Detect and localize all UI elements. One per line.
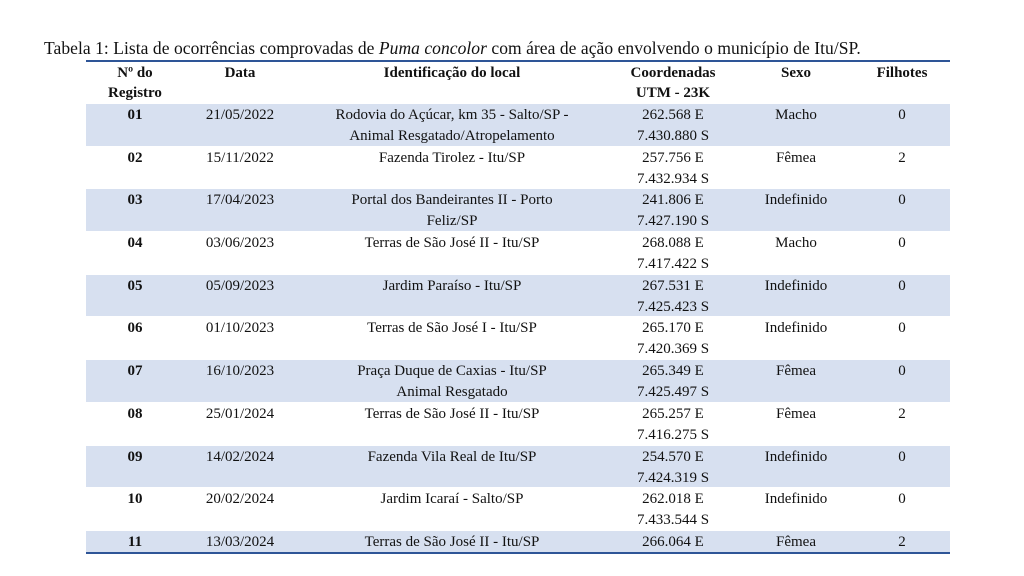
cell-filhotes [854,275,950,317]
cell-registro-line1: 11 [127,533,143,550]
table-header-row [86,62,950,104]
cell-data [184,360,296,402]
cell-local-line1: Jardim Icaraí - Salto/SP [380,491,524,508]
caption-prefix: Tabela 1: Lista de ocorrências comprovadas de [44,38,379,58]
table-row [86,189,950,231]
cell-sexo [738,317,854,359]
cell-local-line1: Rodovia do Açúcar, km 35 - Salto/SP - [335,107,569,123]
cell-coords-line1: 241.806 E [642,192,704,209]
table-row [86,317,950,359]
cell-local [296,446,608,488]
header-coords [608,62,738,104]
cell-filhotes [854,189,950,231]
cell-filhotes-line1: 0 [898,363,906,380]
cell-coords-line1: 262.018 E [642,491,704,508]
cell-data-line1: 03/06/2023 [205,235,275,252]
header-data: Data [224,65,256,81]
cell-registro [86,275,184,317]
cell-local-line1: Fazenda Tirolez - Itu/SP [378,149,526,166]
cell-data [184,147,296,189]
table-row [86,403,950,445]
cell-registro-line1: 07 [127,363,143,380]
cell-filhotes-line1: 0 [898,107,906,123]
header-registro-line1: Nº do [117,65,153,81]
cell-data-line1: 05/09/2023 [205,277,275,294]
cell-coords [608,189,738,231]
cell-filhotes [854,317,950,359]
cell-coords-line1: 265.257 E [642,405,704,422]
cell-sexo-line1: Indefinido [764,192,828,209]
cell-local-line1: Praça Duque de Caxias - Itu/SP [357,363,547,380]
cell-coords [608,403,738,445]
cell-filhotes-line1: 0 [898,491,906,508]
cell-local [296,531,608,552]
cell-local-line1: Fazenda Vila Real de Itu/SP [367,448,537,465]
cell-local-line2: Animal Resgatado/Atropelamento [349,128,555,144]
cell-coords-line2: 7.424.319 S [636,469,710,486]
cell-sexo-line1: Indefinido [764,277,828,294]
cell-registro [86,189,184,231]
cell-coords-line2: 7.425.497 S [636,384,710,401]
cell-coords [608,317,738,359]
cell-coords [608,531,738,552]
cell-filhotes-line1: 2 [898,405,906,422]
table-body [86,104,950,552]
cell-local [296,189,608,231]
header-coords-line1: Coordenadas [630,65,716,81]
header-registro-line2: Registro [108,85,162,101]
cell-sexo-line1: Fêmea [776,533,816,550]
header-registro [86,62,184,104]
cell-coords-line1: 257.756 E [642,149,704,166]
table-caption [44,38,984,59]
cell-filhotes-line1: 0 [898,192,906,209]
cell-coords-line1: 267.531 E [642,277,704,294]
occurrence-table [86,60,950,554]
cell-filhotes [854,488,950,530]
cell-data-line1: 13/03/2024 [205,533,275,550]
header-coords-line2: UTM - 23K [635,85,711,101]
cell-sexo [738,104,854,146]
cell-data-line1: 16/10/2023 [205,363,275,380]
cell-sexo-line1: Fêmea [776,149,816,166]
cell-registro-line1: 04 [127,235,143,252]
cell-registro-line1: 08 [127,405,143,422]
cell-sexo-line1: Macho [775,235,817,252]
table-row [86,147,950,189]
cell-registro [86,488,184,530]
cell-registro [86,403,184,445]
cell-sexo-line1: Macho [775,107,817,123]
cell-local-line2: Animal Resgatado [396,384,508,401]
cell-coords-line2: 7.416.275 S [636,426,710,443]
cell-registro-line1: 05 [127,277,143,294]
cell-data [184,275,296,317]
cell-local-line1: Jardim Paraíso - Itu/SP [382,277,522,294]
cell-sexo [738,232,854,274]
cell-coords-line1: 268.088 E [642,235,704,252]
cell-coords-line1: 266.064 E [642,533,704,550]
cell-data-line1: 15/11/2022 [206,149,274,166]
cell-data [184,446,296,488]
cell-coords [608,275,738,317]
cell-coords [608,147,738,189]
cell-filhotes [854,104,950,146]
cell-filhotes-line1: 0 [898,277,906,294]
cell-sexo-line1: Indefinido [764,491,828,508]
cell-coords-line1: 254.570 E [642,448,704,465]
header-sexo: Sexo [781,65,811,81]
cell-sexo [738,189,854,231]
cell-filhotes [854,232,950,274]
cell-data [184,232,296,274]
header-local: Identificação do local [383,65,521,81]
table-row [86,232,950,274]
cell-sexo [738,360,854,402]
cell-coords [608,446,738,488]
cell-coords-line2: 7.417.422 S [636,256,710,273]
cell-sexo-line1: Fêmea [776,363,816,380]
cell-registro-line1: 01 [127,107,143,123]
cell-local [296,104,608,146]
cell-local [296,317,608,359]
cell-local [296,488,608,530]
table-row [86,360,950,402]
cell-sexo [738,488,854,530]
cell-coords-line2: 7.433.544 S [636,512,710,529]
cell-local-line1: Terras de São José I - Itu/SP [367,320,537,337]
cell-data-line1: 25/01/2024 [205,405,275,422]
cell-data-line1: 14/02/2024 [205,448,275,465]
cell-coords-line2: 7.420.369 S [636,341,710,358]
table-row [86,275,950,317]
table-row [86,531,950,552]
cell-registro-line1: 10 [127,491,143,508]
cell-registro-line1: 09 [127,448,143,465]
cell-data [184,531,296,552]
cell-coords [608,360,738,402]
cell-registro [86,360,184,402]
cell-coords [608,488,738,530]
cell-coords-line2: 7.430.880 S [636,128,710,144]
cell-local [296,147,608,189]
cell-sexo-line1: Indefinido [764,320,828,337]
cell-filhotes-line1: 0 [898,320,906,337]
cell-registro-line1: 02 [127,149,143,166]
cell-sexo [738,275,854,317]
cell-coords-line1: 265.170 E [642,320,704,337]
cell-coords-line2: 7.425.423 S [636,298,710,315]
cell-sexo [738,446,854,488]
cell-coords [608,232,738,274]
cell-sexo [738,147,854,189]
cell-coords [608,104,738,146]
cell-local-line1: Terras de São José II - Itu/SP [364,533,540,550]
cell-sexo [738,531,854,552]
cell-local-line2: Feliz/SP [426,213,478,230]
cell-local [296,232,608,274]
cell-filhotes-line1: 0 [898,448,906,465]
table-row [86,488,950,530]
cell-local [296,275,608,317]
header-filhotes: Filhotes [876,65,928,81]
cell-data-line1: 20/02/2024 [205,491,275,508]
cell-filhotes [854,360,950,402]
cell-registro [86,232,184,274]
cell-coords-line1: 262.568 E [642,107,704,123]
caption-species: Puma concolor [378,38,487,58]
cell-coords-line2: 7.432.934 S [636,170,710,187]
cell-local [296,403,608,445]
cell-data [184,189,296,231]
cell-filhotes [854,531,950,552]
cell-local [296,360,608,402]
cell-registro-line1: 06 [127,320,143,337]
cell-coords-line2: 7.427.190 S [636,213,710,230]
cell-registro-line1: 03 [127,192,143,209]
cell-coords-line1: 265.349 E [642,363,704,380]
cell-registro [86,531,184,552]
cell-sexo [738,403,854,445]
caption-suffix: com área de ação envolvendo o município de Itu/SP. [486,38,861,58]
cell-data [184,104,296,146]
cell-local-line1: Portal dos Bandeirantes II - Porto [351,192,553,209]
cell-filhotes [854,403,950,445]
cell-data-line1: 01/10/2023 [205,320,275,337]
cell-filhotes-line1: 2 [898,533,906,550]
cell-registro [86,446,184,488]
cell-local-line1: Terras de São José II - Itu/SP [364,405,540,422]
cell-data [184,317,296,359]
cell-data-line1: 17/04/2023 [205,192,275,209]
cell-local-line1: Terras de São José II - Itu/SP [364,235,540,252]
table-row [86,104,950,146]
cell-data [184,403,296,445]
cell-sexo-line1: Fêmea [776,405,816,422]
cell-registro [86,317,184,359]
cell-registro [86,104,184,146]
cell-filhotes-line1: 0 [898,235,906,252]
cell-sexo-line1: Indefinido [764,448,828,465]
cell-filhotes [854,446,950,488]
cell-filhotes-line1: 2 [898,149,906,166]
cell-data [184,488,296,530]
cell-data-line1: 21/05/2022 [205,107,275,123]
cell-filhotes [854,147,950,189]
table-row [86,446,950,488]
cell-registro [86,147,184,189]
